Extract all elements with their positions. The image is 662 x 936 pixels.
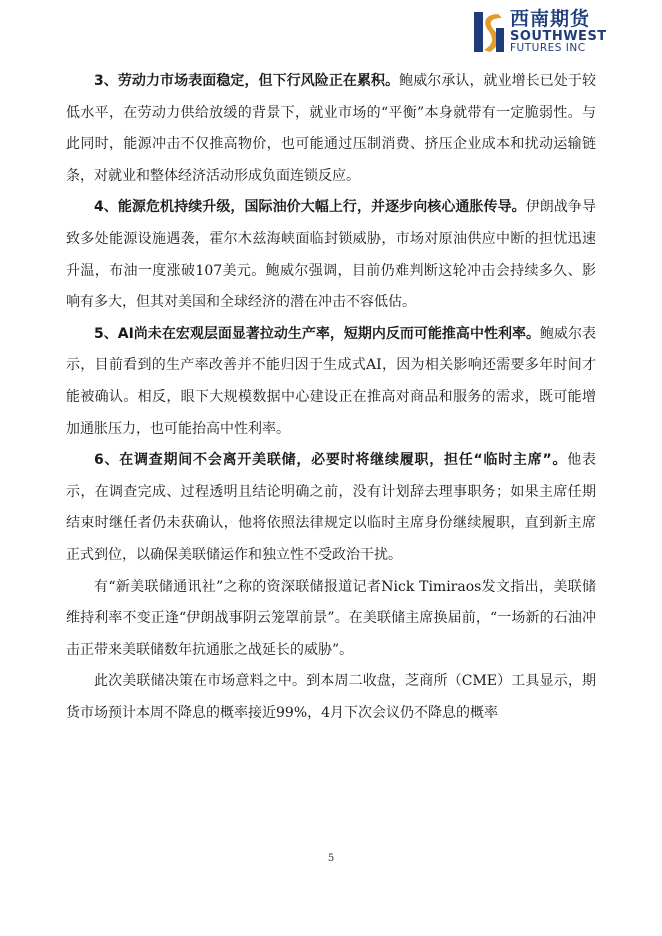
paragraph-lead: 4、能源危机持续升级，国际油价大幅上行，并逐步向核心通胀传导。 <box>94 199 526 216</box>
paragraph-6 <box>66 445 596 571</box>
paragraph-body: 有“新美联储通讯社”之称的资深联储报道记者Nick Timiraos发文指出，美联储维持利率不变正逢“伊朗战事阴云笼罩前景”。在美联储主席换届前，“一场新的石油冲击正带来美联储数年抗通胀之战延长的威胁”。 <box>66 578 596 658</box>
paragraph-3 <box>66 66 596 192</box>
company-logo <box>472 10 607 54</box>
paragraph-body: 伊朗战争导致多处能源设施遇袭，霍尔木兹海峡面临封锁威胁，市场对原油供应中断的担忧迅速升温，布油一度涨破107美元。鲍威尔强调，目前仍难判断这轮冲击会持续多久、影响有多大，但其对美国和全球经济的潜在冲击不容低估。 <box>66 199 596 311</box>
paragraph-lead: 6、在调查期间不会离开美联储，必要时将继续履职，担任“临时主席”。 <box>94 452 568 469</box>
logo-english-subname: FUTURES INC <box>510 42 586 55</box>
paragraph-4 <box>66 192 596 318</box>
document-body <box>66 66 596 729</box>
logo-chinese-name: 西南期货 <box>510 8 591 31</box>
paragraph-body: 鲍威尔表示，目前看到的生产率改善并不能归因于生成式AI，因为相关影响还需要多年时间才能被确认。相反，眼下大规模数据中心建设正在推高对商品和服务的需求，既可能增加通胀压力，也可能抬高中性利率。 <box>66 325 597 437</box>
paragraph-5 <box>66 319 596 445</box>
paragraph-body: 鲍威尔承认，就业增长已处于较低水平，在劳动力供给放缓的背景下，就业市场的“平衡”本身就带有一定脆弱性。与此同时，能源冲击不仅推高物价，也可能通过压制消费、挤压企业成本和扰动运输链条，对就业和整体经济活动形成负面连锁反应。 <box>66 73 596 184</box>
paragraph-lead: 5、AI尚未在宏观层面显著拉动生产率，短期内反而可能推高中性利率。 <box>94 325 540 342</box>
paragraph-body: 此次美联储决策在市场意料之中。到本周二收盘，芝商所（CME）工具显示，期货市场预计本周不降息的概率接近99%，4月下次会议仍不降息的概率 <box>66 673 596 721</box>
page-number: 5 <box>327 853 335 864</box>
paragraph-cme <box>66 666 596 729</box>
paragraph-lead: 3、劳动力市场表面稳定，但下行风险正在累积。 <box>94 73 400 89</box>
paragraph-body: 他表示，在调查完成、过程透明且结论明确之前，没有计划辞去理事职务；如果主席任期结束时继任者仍未获确认，他将依照法律规定以临时主席身份继续履职，直到新主席正式到位，以确保美联储运作和独立性不受政治干扰。 <box>66 452 596 563</box>
paragraph-timiraos <box>66 572 596 667</box>
logo-english-name: SOUTHWEST <box>510 29 607 45</box>
logo-emblem-icon <box>472 10 506 54</box>
